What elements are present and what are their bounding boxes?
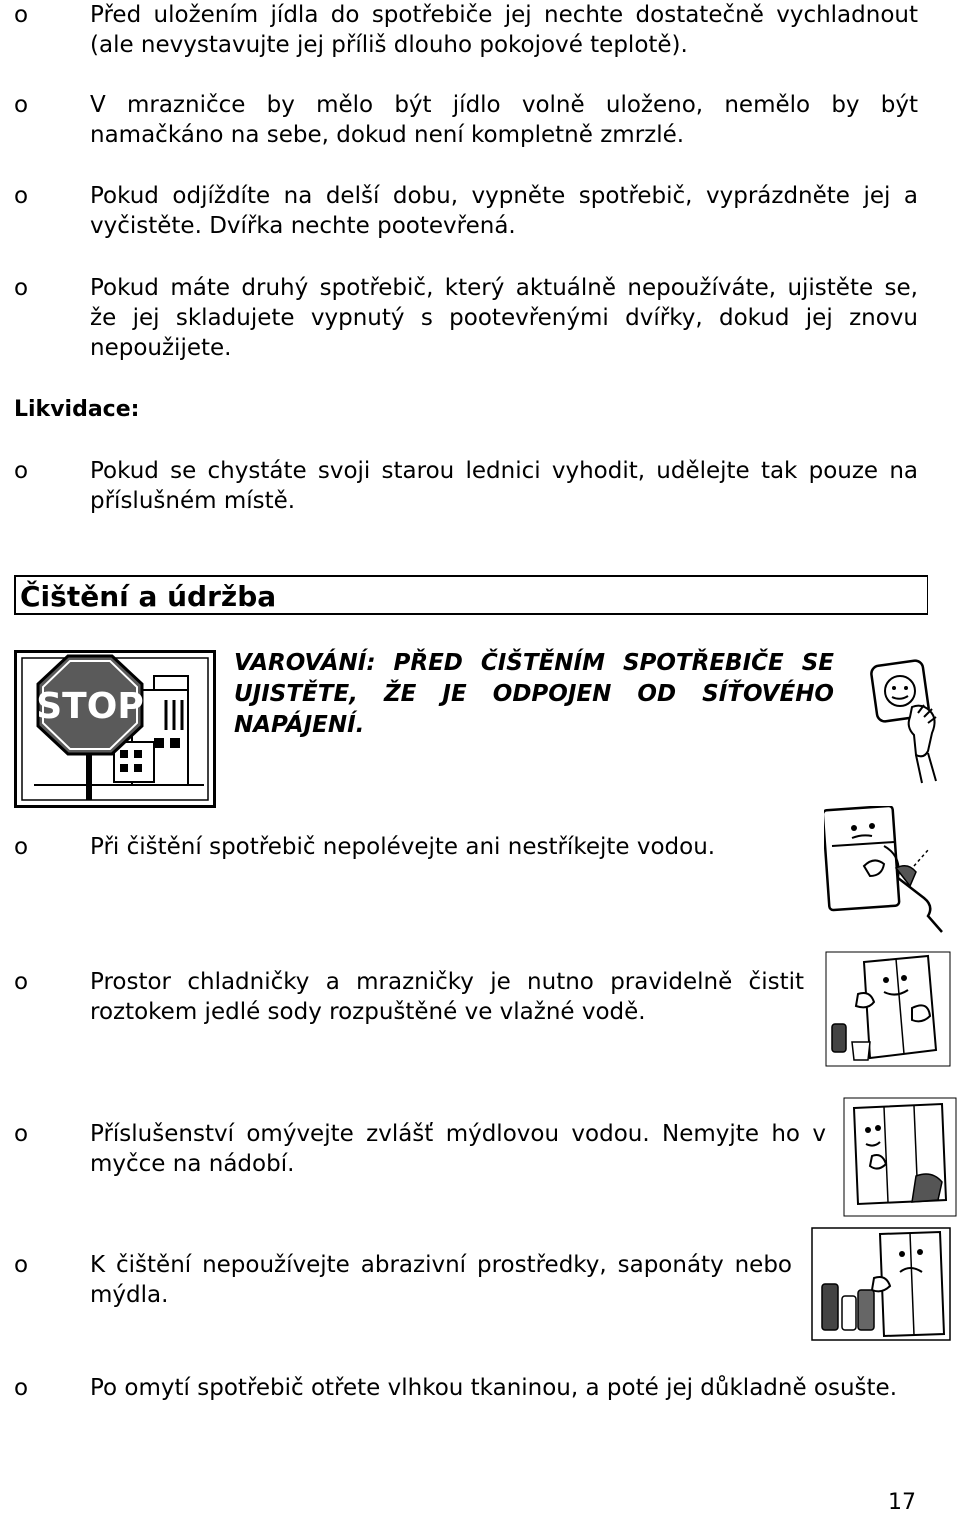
section-header-box — [14, 575, 928, 615]
list-bullet: o — [14, 834, 29, 860]
cleaning-item: Prostor chladničky a mrazničky je nutno pravidelně čistit roztokem jedlé sody rozpuštěné ve vlažné vodě. — [90, 969, 804, 1025]
cleaning-item: Příslušenství omývejte zvlášť mýdlovou vodou. Nemyjte ho v myčce na nádobí. — [90, 1121, 826, 1177]
list-item: Pokud odjíždíte na delší dobu, vypněte spotřebič, vyprázdněte jej a vyčistěte. Dvířka nechte pootevřená. — [90, 183, 918, 239]
unplug-illustration — [852, 655, 952, 785]
list-bullet: o — [14, 2, 29, 28]
disposal-item: Pokud se chystáte svoji starou lednici vyhodit, udělejte tak pouze na příslušném místě. — [90, 458, 918, 514]
accessories-illustration — [842, 1096, 958, 1218]
wipe-illustration — [824, 950, 952, 1068]
stop-sign-text: STOP — [36, 686, 144, 727]
list-item: V mrazničce by mělo být jídlo volně uloženo, nemělo by být namačkáno na sebe, dokud není kompletně zmrzlé. — [90, 92, 918, 148]
list-bullet: o — [14, 1375, 29, 1401]
page-number: 17 — [888, 1490, 916, 1515]
stop-sign-illustration — [14, 650, 216, 808]
cleaning-item: K čištění nepoužívejte abrazivní prostředky, saponáty nebo mýdla. — [90, 1252, 792, 1308]
list-bullet: o — [14, 458, 29, 484]
list-bullet: o — [14, 1252, 29, 1278]
spray-illustration — [824, 806, 952, 936]
list-item: Pokud máte druhý spotřebič, který aktuálně nepoužíváte, ujistěte se, že jej skladujete vypnutý s pootevřenými dvířky, dokud jej znovu nepoužijete. — [90, 275, 918, 361]
list-bullet: o — [14, 1121, 29, 1147]
warning-text: VAROVÁNÍ: PŘED ČIŠTĚNÍM SPOTŘEBIČE SE UJISTĚTE, ŽE JE ODPOJEN OD SÍŤOVÉHO NAPÁJENÍ. — [234, 650, 834, 738]
list-item: Před uložením jídla do spotřebiče jej nechte dostatečně vychladnout (ale nevystavujte jej příliš dlouho pokojové teplotě). — [90, 2, 918, 58]
no-abrasives-illustration — [810, 1226, 952, 1342]
list-bullet: o — [14, 275, 29, 301]
list-bullet: o — [14, 183, 29, 209]
section-title: Čištění a údržba — [20, 580, 277, 613]
cleaning-item: Po omytí spotřebič otřete vlhkou tkaninou, a poté jej důkladně osušte. — [90, 1375, 898, 1401]
list-bullet: o — [14, 92, 29, 118]
cleaning-item: Při čištění spotřebič nepolévejte ani nestříkejte vodou. — [90, 834, 716, 860]
list-bullet: o — [14, 969, 29, 995]
disposal-heading: Likvidace: — [14, 397, 140, 422]
